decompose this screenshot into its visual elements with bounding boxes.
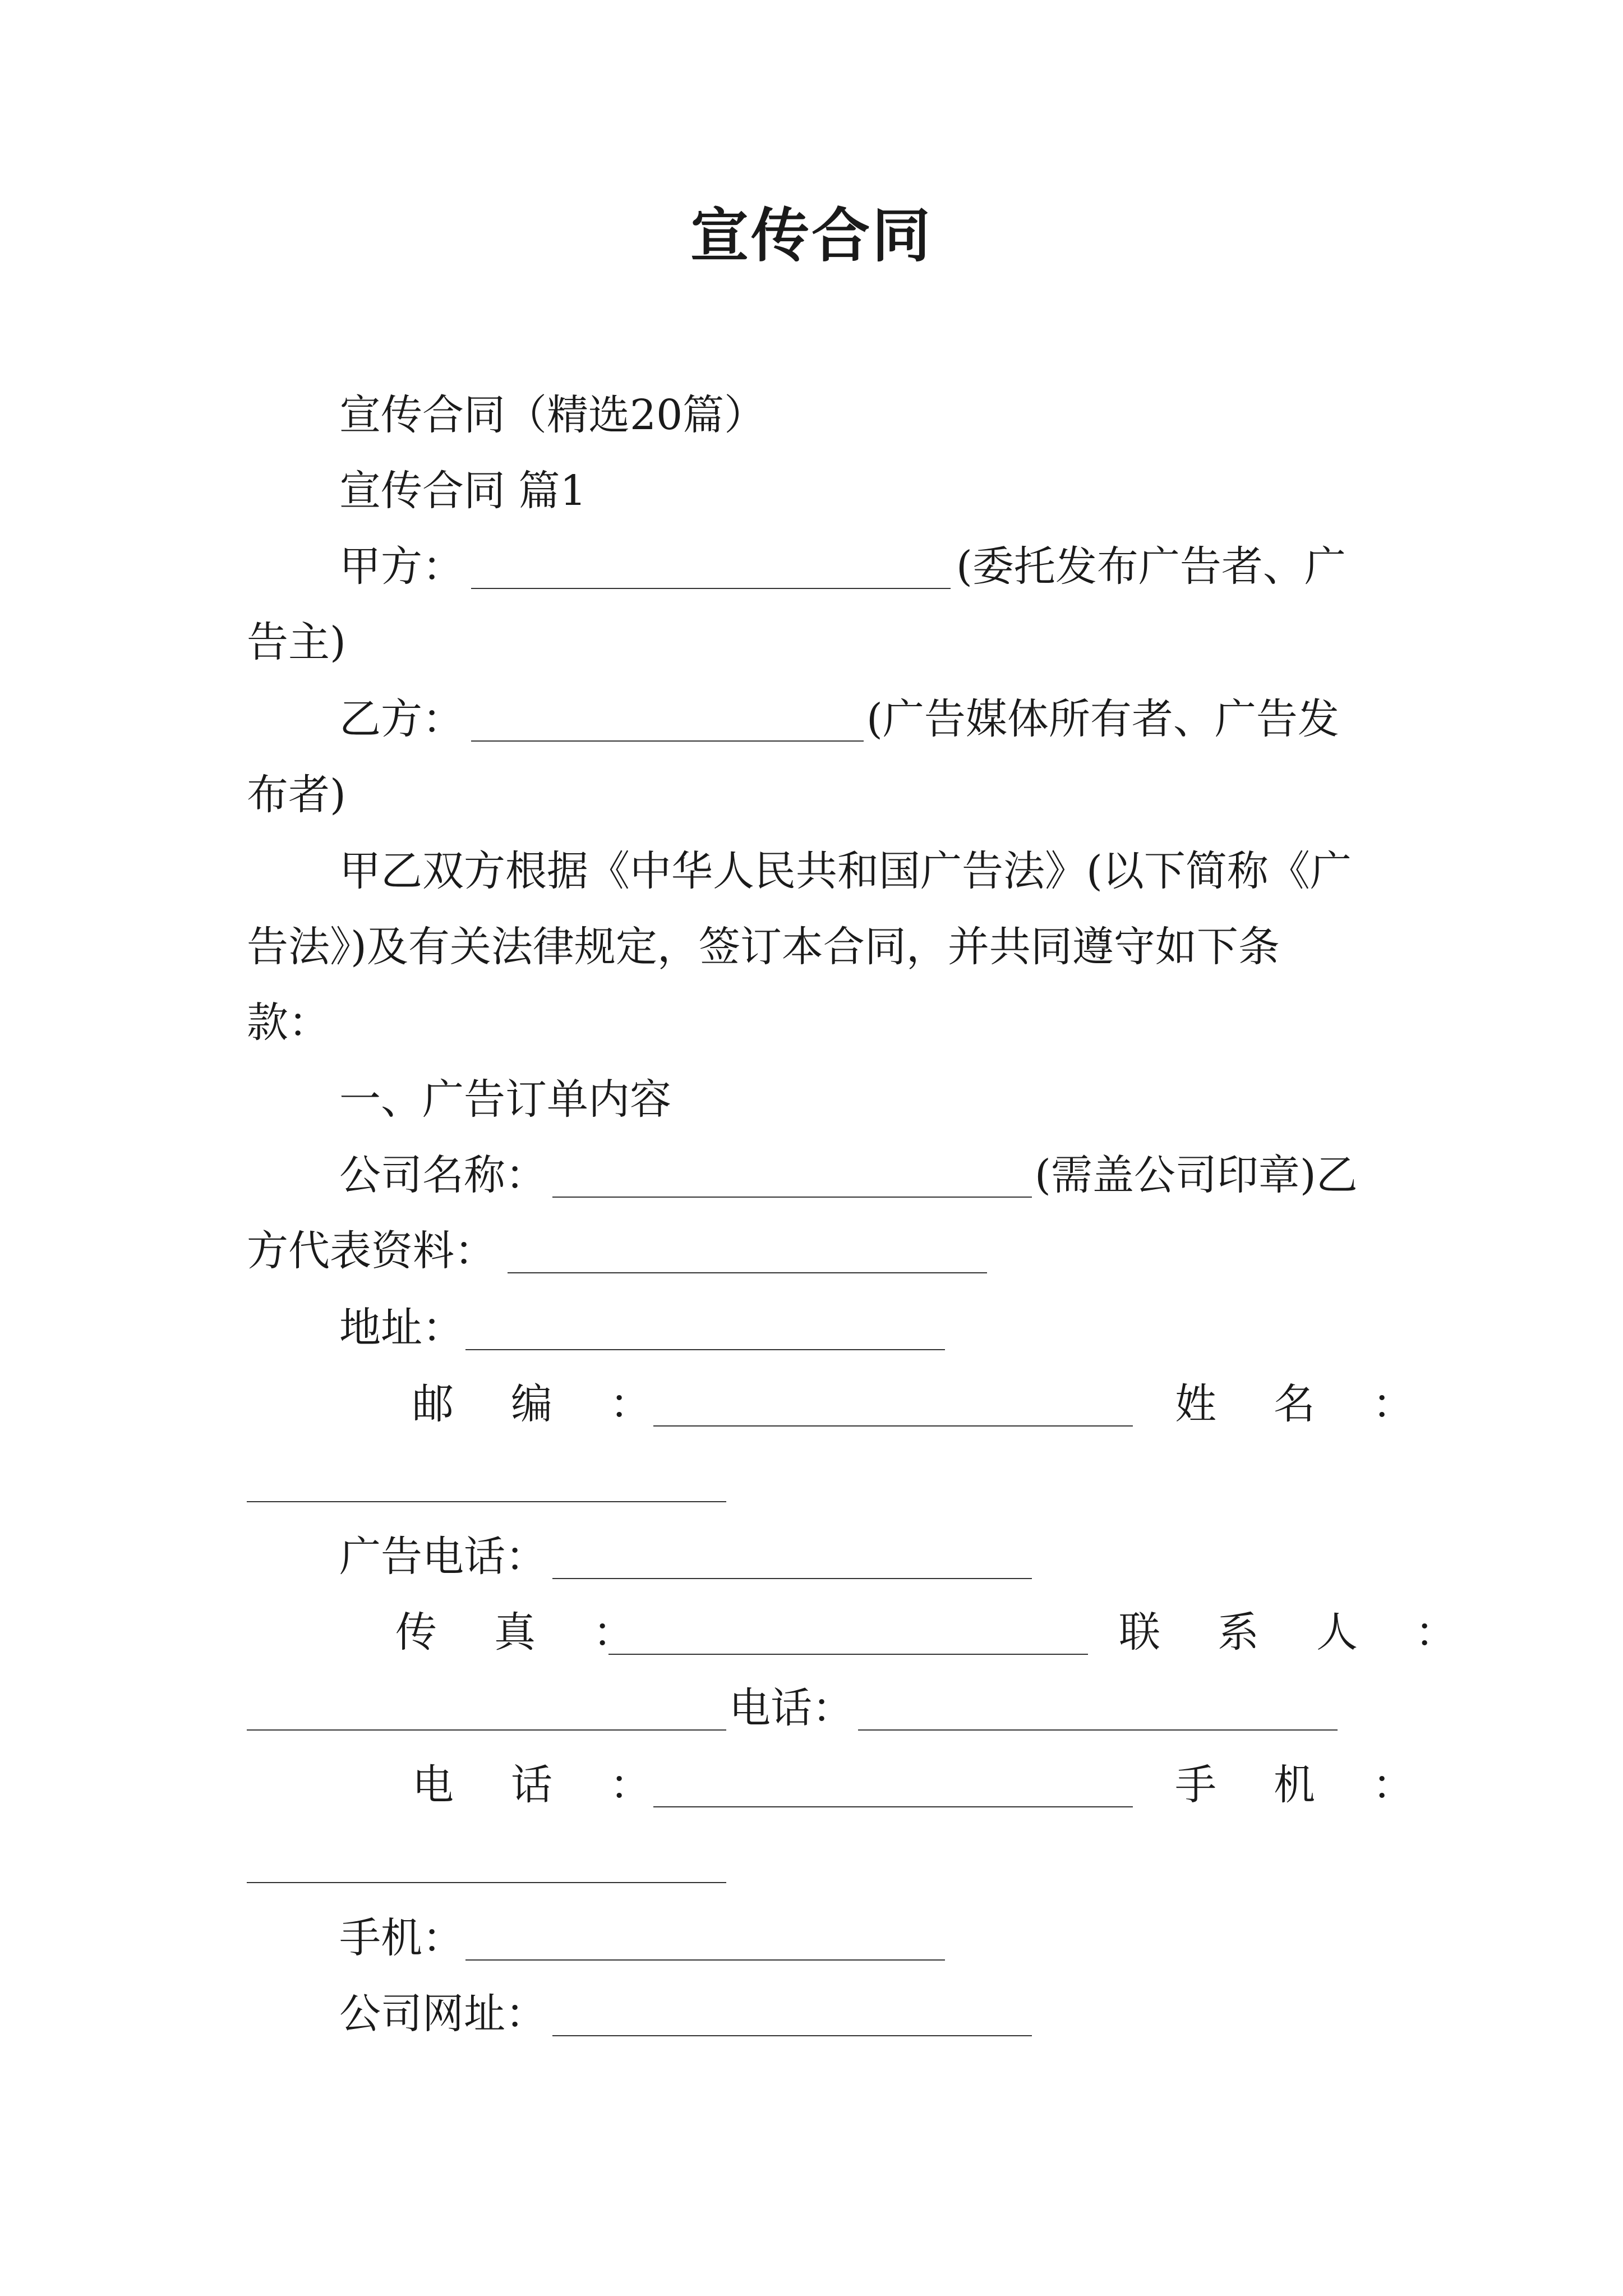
company-suffix: (需盖公司印章)乙: [1035, 1151, 1358, 1199]
mobile-label: 手机：: [339, 1914, 464, 1962]
company-label: 公司名称：: [339, 1151, 547, 1199]
party-a-suffix: (委托发布广告者、广: [956, 542, 1346, 591]
preamble-text-1: 甲乙双方根据《中华人民共和国广告法》(以下简称《广: [339, 847, 1352, 895]
contact-phone-field[interactable]: [858, 1729, 1338, 1731]
website-label: 公司网址：: [339, 1990, 547, 2038]
party-b-suffix: (广告媒体所有者、广告发: [866, 695, 1339, 743]
party-a-label: 甲方：: [339, 542, 464, 591]
contact-field[interactable]: [247, 1729, 726, 1731]
mobile-inline-label: 手 机 ：: [1175, 1761, 1422, 1809]
party-b-label: 乙方：: [339, 695, 464, 743]
order-heading: 一、广告订单内容: [339, 1075, 671, 1124]
phone-field[interactable]: [653, 1806, 1133, 1807]
subtitle: 宣传合同（精选20篇）: [339, 391, 766, 439]
address-label: 地址：: [339, 1304, 464, 1352]
rep-info-field[interactable]: [508, 1272, 987, 1273]
ad-phone-label: 广告电话：: [339, 1533, 547, 1581]
postcode-field[interactable]: [653, 1425, 1133, 1427]
fax-label: 传 真 ：: [395, 1608, 642, 1657]
postcode-label: 邮 编 ：: [412, 1380, 659, 1428]
party-a-field[interactable]: [471, 588, 951, 589]
preamble-text-2: 告法》)及有关法律规定，签订本合同，并共同遵守如下条: [247, 923, 1280, 971]
rep-info-label: 方代表资料：: [247, 1227, 496, 1275]
contact-label: 联 系 人 ：: [1119, 1608, 1464, 1657]
section-heading: 宣传合同 篇1: [339, 467, 587, 515]
website-field[interactable]: [552, 2035, 1032, 2036]
mobile-field[interactable]: [465, 1959, 945, 1961]
party-a-suffix-cont: 告主): [247, 618, 346, 666]
mobile-inline-field[interactable]: [247, 1882, 726, 1883]
ad-phone-field[interactable]: [552, 1578, 1032, 1579]
fax-field[interactable]: [608, 1654, 1088, 1655]
party-b-suffix-cont: 布者): [247, 771, 346, 819]
name-label: 姓 名 ：: [1175, 1380, 1422, 1428]
name-field[interactable]: [247, 1501, 726, 1502]
preamble-text-3: 款：: [247, 999, 330, 1047]
party-b-field[interactable]: [471, 740, 864, 742]
address-field[interactable]: [465, 1349, 945, 1350]
document-title: 宣传合同: [690, 201, 933, 270]
contact-phone-label: 电话：: [729, 1684, 854, 1732]
company-field[interactable]: [552, 1197, 1032, 1198]
phone-label: 电 话 ：: [412, 1761, 659, 1809]
